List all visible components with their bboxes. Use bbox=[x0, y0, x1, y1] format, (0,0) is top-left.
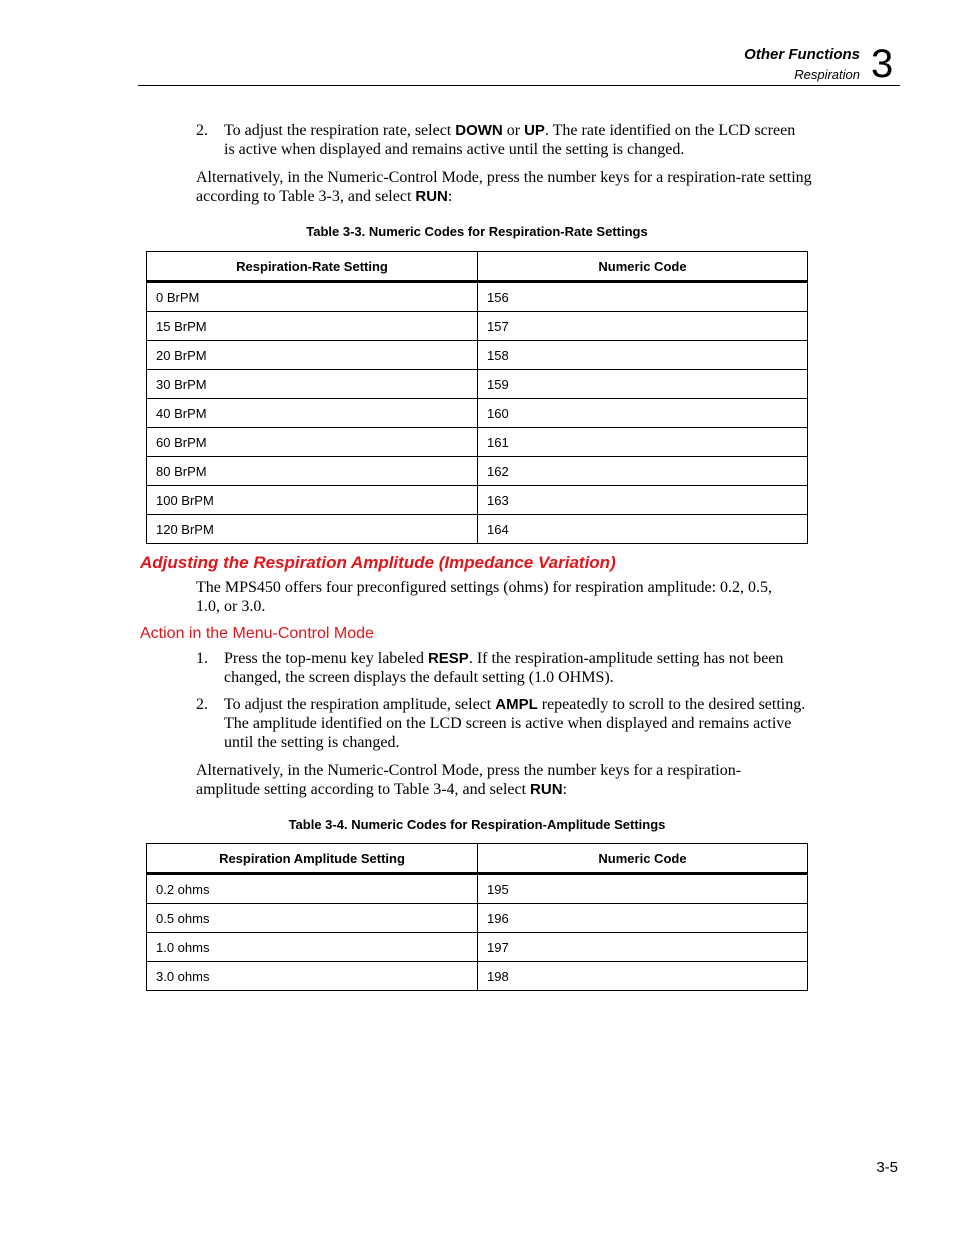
code-cell: 164 bbox=[478, 515, 808, 544]
paragraph-text: Alternatively, in the Numeric-Control Mode, press the number keys for a respiration-rate setting according to Table 3-3, and select bbox=[196, 169, 812, 205]
setting-cell: 3.0 ohms bbox=[147, 962, 478, 991]
table-row bbox=[147, 370, 808, 399]
code-cell: 195 bbox=[478, 874, 808, 904]
amplitude-alternative-paragraph bbox=[196, 761, 796, 799]
table-3-3-caption: Table 3-3. Numeric Codes for Respiration-Rate Settings bbox=[306, 224, 648, 239]
setting-cell: 60 BrPM bbox=[147, 428, 478, 457]
rate-step-2 bbox=[196, 121, 806, 159]
amplitude-step-2 bbox=[196, 695, 806, 752]
step-number: 1. bbox=[196, 650, 208, 667]
header-rule bbox=[138, 85, 900, 86]
table-row bbox=[147, 874, 808, 904]
step-text bbox=[224, 695, 806, 752]
code-cell: 163 bbox=[478, 486, 808, 515]
step-text bbox=[224, 649, 806, 687]
run-key: RUN bbox=[415, 188, 448, 205]
code-cell: 198 bbox=[478, 962, 808, 991]
step-text-part: or bbox=[502, 122, 525, 139]
step-text-part: To adjust the respiration amplitude, select bbox=[224, 696, 496, 713]
code-cell: 161 bbox=[478, 428, 808, 457]
setting-cell: 30 BrPM bbox=[147, 370, 478, 399]
amplitude-step-1 bbox=[196, 649, 806, 687]
running-header-subsection: Respiration bbox=[794, 67, 860, 82]
step-text-part: Press the top-menu key labeled bbox=[224, 650, 428, 667]
setting-cell: 40 BrPM bbox=[147, 399, 478, 428]
page-number: 3-5 bbox=[876, 1159, 898, 1176]
table-row bbox=[147, 282, 808, 312]
setting-cell: 80 BrPM bbox=[147, 457, 478, 486]
setting-cell: 15 BrPM bbox=[147, 312, 478, 341]
table-row bbox=[147, 904, 808, 933]
step-number: 2. bbox=[196, 122, 208, 139]
table-header-row bbox=[147, 844, 808, 874]
setting-cell: 0 BrPM bbox=[147, 282, 478, 312]
code-cell: 157 bbox=[478, 312, 808, 341]
resp-key: RESP bbox=[427, 650, 469, 667]
up-key: UP bbox=[524, 122, 545, 139]
code-cell: 159 bbox=[478, 370, 808, 399]
rate-alternative-paragraph bbox=[196, 168, 814, 206]
column-header: Numeric Code bbox=[478, 252, 808, 282]
step-text-part: . The rate identified on the LCD screen is active when displayed and remains active until the setting is changed. bbox=[224, 122, 796, 158]
paragraph-text: : bbox=[562, 781, 567, 798]
setting-cell: 0.2 ohms bbox=[147, 874, 478, 904]
step-text-part: repeatedly to scroll to the desired setting. The amplitude identified on the LCD screen is active when displayed and remains active until the setting is changed. bbox=[224, 696, 806, 751]
sub-heading: Action in the Menu-Control Mode bbox=[140, 625, 374, 642]
step-text-part: . If the respiration-amplitude setting has not been changed, the screen displays the default setting (1.0 OHMS). bbox=[224, 650, 784, 686]
setting-cell: 20 BrPM bbox=[147, 341, 478, 370]
column-header: Respiration Amplitude Setting bbox=[147, 844, 478, 874]
table-row bbox=[147, 933, 808, 962]
run-key: RUN bbox=[530, 781, 563, 798]
table-row bbox=[147, 428, 808, 457]
table-3-3 bbox=[146, 251, 808, 544]
code-cell: 162 bbox=[478, 457, 808, 486]
section-intro-paragraph: The MPS450 offers four preconfigured settings (ohms) for respiration amplitude: 0.2, 0.5, 1.0, or 3.0. bbox=[196, 579, 773, 615]
table-row bbox=[147, 486, 808, 515]
paragraph-text: Alternatively, in the Numeric-Control Mode, press the number keys for a respiration-amplitude setting according to Table 3-4, and select bbox=[196, 762, 742, 798]
table-row bbox=[147, 457, 808, 486]
step-text-part: To adjust the respiration rate, select bbox=[224, 122, 456, 139]
table-row bbox=[147, 515, 808, 544]
table-row bbox=[147, 341, 808, 370]
paragraph-text: : bbox=[447, 188, 453, 205]
code-cell: 156 bbox=[478, 282, 808, 312]
running-header-title: Other Functions bbox=[744, 46, 860, 63]
table-3-4-caption: Table 3-4. Numeric Codes for Respiration-Amplitude Settings bbox=[288, 817, 666, 832]
table-row bbox=[147, 312, 808, 341]
ampl-key: AMPL bbox=[495, 696, 538, 713]
setting-cell: 120 BrPM bbox=[147, 515, 478, 544]
table-3-4 bbox=[146, 843, 808, 991]
step-text bbox=[224, 121, 806, 159]
setting-cell: 100 BrPM bbox=[147, 486, 478, 515]
column-header: Numeric Code bbox=[478, 844, 808, 874]
column-header: Respiration-Rate Setting bbox=[147, 252, 478, 282]
code-cell: 158 bbox=[478, 341, 808, 370]
table-row bbox=[147, 399, 808, 428]
table-row bbox=[147, 962, 808, 991]
down-key: DOWN bbox=[455, 122, 503, 139]
setting-cell: 0.5 ohms bbox=[147, 904, 478, 933]
table-header-row bbox=[147, 252, 808, 282]
code-cell: 197 bbox=[478, 933, 808, 962]
section-heading: Adjusting the Respiration Amplitude (Impedance Variation) bbox=[140, 553, 616, 572]
setting-cell: 1.0 ohms bbox=[147, 933, 478, 962]
code-cell: 160 bbox=[478, 399, 808, 428]
chapter-number: 3 bbox=[871, 42, 894, 86]
code-cell: 196 bbox=[478, 904, 808, 933]
step-number: 2. bbox=[196, 696, 208, 713]
